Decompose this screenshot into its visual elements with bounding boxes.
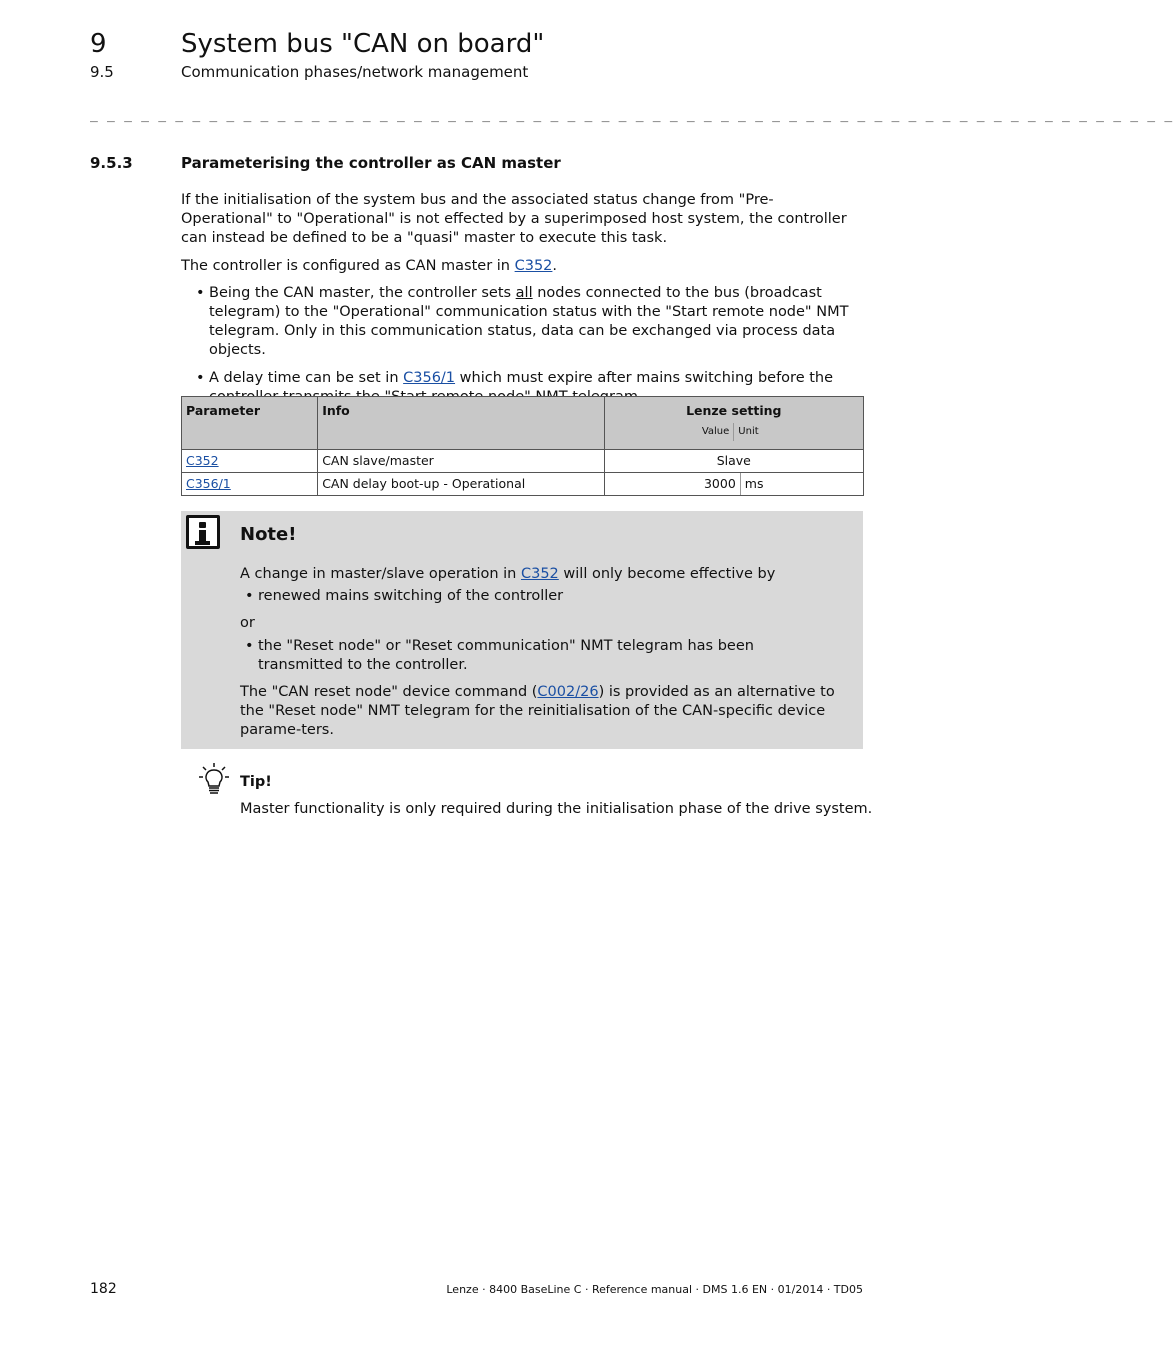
cell-parameter — [182, 450, 318, 473]
note-line1-before: A change in master/slave operation in — [240, 566, 521, 582]
note-para-after: ) is provided as an alternative to the "Reset node" NMT telegram for the reinitialisation of the CAN-specific device parame-ters. — [240, 684, 835, 738]
tip-title: Tip! — [240, 774, 272, 790]
table-row — [182, 450, 864, 473]
cell-info: CAN slave/master — [318, 450, 604, 473]
bullet2-text-after: which must expire after mains switching before the — [459, 370, 834, 386]
bullet1-text-after: nodes connected to the bus (broadcast telegram) to the "Operational" communication status with the "Start remote node" NMT telegram. Only in this communication status, data can be exchanged via process data objects. — [209, 285, 849, 358]
parameter-table — [181, 396, 864, 496]
cell-value: Slave — [604, 450, 863, 473]
link-c356-1-table[interactable]: C356/1 — [186, 476, 231, 491]
section-title: Communication phases/network management — [181, 63, 529, 81]
link-c002-26[interactable]: C002/26 — [537, 684, 599, 700]
subsection-title: Parameterising the controller as CAN master — [181, 154, 561, 172]
cell-unit: ms — [740, 473, 863, 496]
header-lenze-setting — [604, 397, 863, 450]
config-text-after: . — [552, 258, 558, 274]
note-line1-after: will only become effective by — [558, 566, 776, 582]
intro-paragraph: If the initialisation of the system bus and the associated status change from "Pre-Operational" to "Operational" is not effected by a superimposed host system, the controller can instead be defined to be a "quasi" master to execute this task. — [181, 192, 847, 246]
lightbulb-icon — [198, 762, 230, 796]
section-number: 9.5 — [90, 63, 114, 81]
header-parameter: Parameter — [182, 397, 318, 450]
header-unit: Unit — [738, 426, 759, 437]
page-number: 182 — [90, 1281, 117, 1297]
note-para-before: The "CAN reset node" device command ( — [240, 684, 538, 700]
header-rule: _ _ _ _ _ _ _ _ _ _ _ _ _ _ _ _ _ _ _ _ _ _ _ _ _ _ _ _ _ _ _ _ _ _ _ _ _ _ _ _ _ _ _ _ _ _ _ _ _ _ _ _ _ _ _ _ _ _ _ _ _ _ _ _ — [90, 108, 1173, 123]
link-c352-table[interactable]: C352 — [186, 453, 219, 468]
table-row — [182, 473, 864, 496]
header-value: Value — [605, 423, 735, 441]
config-paragraph — [181, 257, 863, 276]
subsection-number: 9.5.3 — [90, 154, 133, 172]
footer-doc-info: Lenze · 8400 BaseLine C · Reference manual · DMS 1.6 EN · 01/2014 · TD05 — [446, 1283, 863, 1296]
chapter-number: 9 — [90, 29, 107, 59]
cell-value: 3000 — [604, 473, 740, 496]
tip-text: Master functionality is only required during the initialisation phase of the drive system. — [240, 801, 873, 817]
link-c352[interactable]: C352 — [514, 258, 553, 274]
bullet1-text-before: Being the CAN master, the controller sets — [209, 285, 516, 301]
lenze-setting-label: Lenze setting — [686, 403, 782, 418]
bullet1-underlined: all — [515, 285, 533, 301]
chapter-title: System bus "CAN on board" — [181, 29, 545, 59]
note-title: Note! — [240, 524, 297, 545]
link-c356-1[interactable]: C356/1 — [403, 370, 456, 386]
cell-parameter — [182, 473, 318, 496]
info-icon — [186, 515, 220, 549]
header-info: Info — [318, 397, 604, 450]
link-c352-note[interactable]: C352 — [520, 566, 559, 582]
list-item: • the "Reset node" or "Reset communication" NMT telegram has been transmitted to the controller. — [240, 637, 840, 675]
list-item — [181, 284, 863, 360]
bullet2-text-before: A delay time can be set in — [209, 370, 404, 386]
note-body — [240, 565, 840, 740]
cell-info: CAN delay boot-up - Operational — [318, 473, 604, 496]
list-item: • renewed mains switching of the controller — [240, 587, 840, 606]
note-or: or — [240, 615, 255, 631]
config-text-before: The controller is configured as CAN master in — [181, 258, 515, 274]
